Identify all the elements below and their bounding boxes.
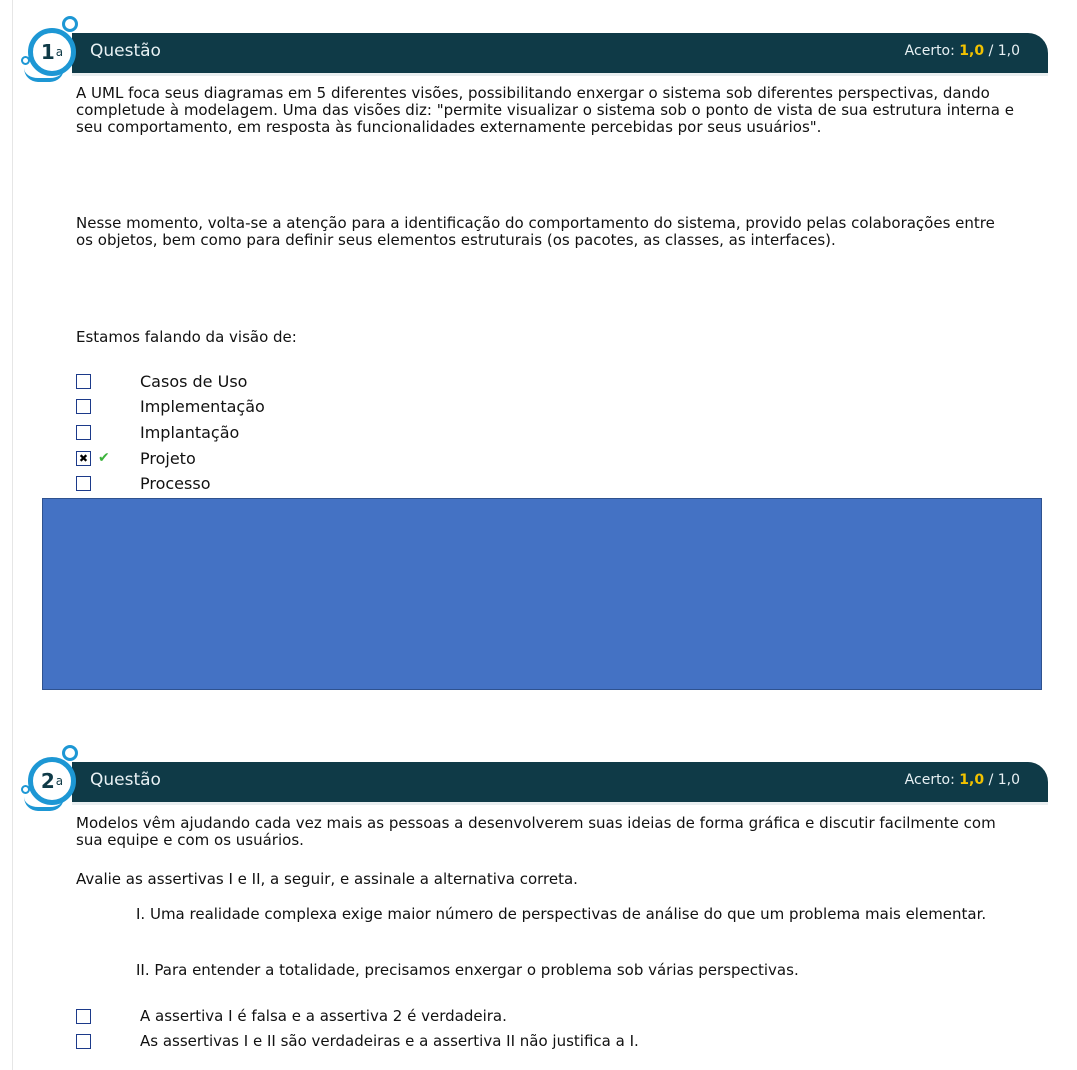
question-2-paragraph-1: Modelos vêm ajudando cada vez mais as pessoas a desenvolverem suas ideias de forma gráfica e discutir facilmente com sua equipe e com os usuários. [76, 814, 996, 849]
score-value: 1,0 [959, 772, 985, 788]
option-label: As assertivas I e II são verdadeiras e a assertiva II não justifica a I. [140, 1032, 639, 1050]
question-1-prompt: Estamos falando da visão de: [76, 328, 297, 346]
header-underline [72, 802, 1048, 805]
question-1-header [20, 16, 1050, 82]
score-total: / 1,0 [988, 772, 1020, 788]
option-checkbox[interactable] [76, 374, 91, 389]
check-icon: ✔ [98, 450, 110, 466]
option-checkbox[interactable] [76, 399, 91, 414]
ordinal-suffix: a [55, 45, 64, 59]
question-number-badge [28, 757, 76, 805]
option-label: Casos de Uso [140, 371, 248, 391]
option-processo[interactable] [76, 473, 211, 493]
option-projeto[interactable] [76, 448, 196, 468]
question-number: 2 [40, 769, 55, 793]
option-a[interactable] [76, 1006, 507, 1026]
score-label: Acerto: [904, 772, 955, 788]
assertion-1: I. Uma realidade complexa exige maior número de perspectivas de análise do que um problema mais elementar. [136, 905, 987, 923]
option-implantacao[interactable] [76, 422, 240, 442]
option-checkbox[interactable] [76, 476, 91, 491]
score-value: 1,0 [959, 43, 985, 59]
question-title: Questão [90, 770, 161, 790]
option-label: Implementação [140, 396, 265, 416]
option-checkbox[interactable] [76, 1009, 91, 1024]
question-header-bar [72, 762, 1048, 802]
question-1-paragraph-1: A UML foca seus diagramas em 5 diferentes visões, possibilitando enxergar o sistema sob diferentes perspectivas, dando completude à modelagem. Uma das visões diz: "permite visualizar o sistema sob o ponto de vista de sua estrutura interna e seu comportamento, em resposta às funcionalidades externamente percebidas por seus usuários". [76, 84, 1014, 136]
option-label: A assertiva I é falsa e a assertiva 2 é verdadeira. [140, 1007, 507, 1025]
option-implementacao[interactable] [76, 396, 265, 416]
question-number: 1 [40, 40, 55, 64]
question-2-header [20, 745, 1050, 811]
question-header-bar [72, 33, 1048, 73]
score [905, 43, 1020, 59]
question-2-paragraph-2: Avalie as assertivas I e II, a seguir, e assinale a alternativa correta. [76, 870, 578, 888]
question-title: Questão [90, 41, 161, 61]
ordinal-suffix: a [55, 774, 64, 788]
question-number-badge [28, 28, 76, 76]
header-underline [72, 73, 1048, 76]
option-checkbox-checked[interactable]: ✖ [76, 451, 91, 466]
score [905, 772, 1020, 788]
page-left-rule [12, 0, 13, 1070]
option-label: Processo [140, 473, 211, 493]
redaction-block [42, 498, 1042, 690]
assertion-2: II. Para entender a totalidade, precisamos enxergar o problema sob várias perspectivas. [136, 961, 799, 979]
decor-bubble [62, 16, 78, 32]
option-checkbox[interactable] [76, 1034, 91, 1049]
option-b[interactable] [76, 1031, 639, 1051]
decor-bubble [62, 745, 78, 761]
score-total: / 1,0 [988, 43, 1020, 59]
option-label: Implantação [140, 422, 240, 442]
score-label: Acerto: [904, 43, 955, 59]
option-casos-de-uso[interactable] [76, 371, 248, 391]
question-1-paragraph-2: Nesse momento, volta-se a atenção para a identificação do comportamento do sistema, provido pelas colaborações entre os objetos, bem como para definir seus elementos estruturais (os pacotes, as classes, as interfaces). [76, 214, 995, 249]
option-checkbox[interactable] [76, 425, 91, 440]
option-label: Projeto [140, 448, 196, 468]
